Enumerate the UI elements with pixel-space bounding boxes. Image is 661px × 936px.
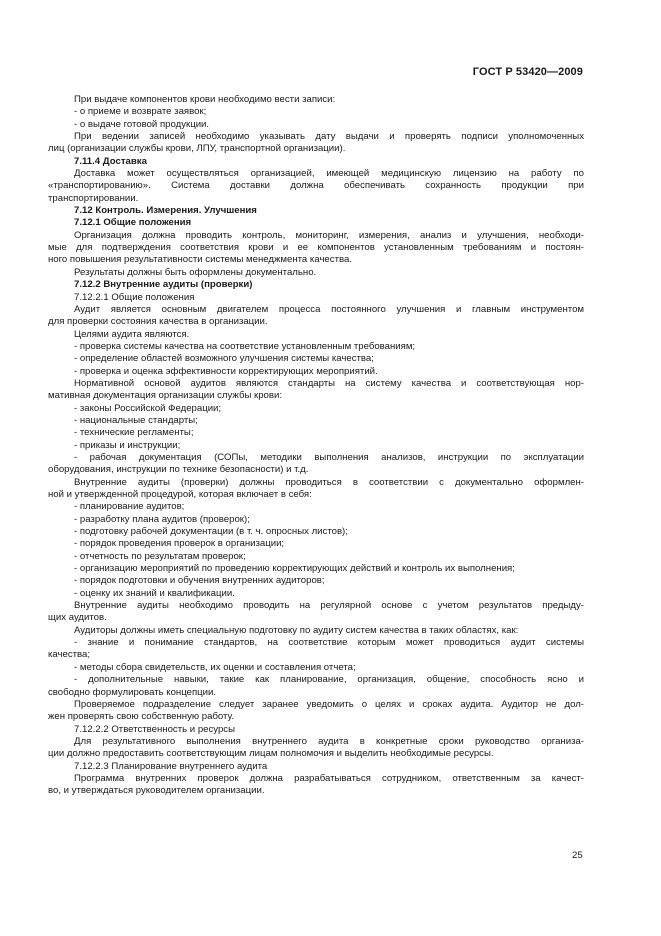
page-number: 25 bbox=[572, 850, 583, 861]
text-line: ции должно предоставить соответствующим лицам полномочия и выделить необходимые ресурсы. bbox=[48, 748, 494, 760]
document-standard-header: ГОСТ Р 53420—2009 bbox=[472, 66, 583, 78]
text-line: Доставка может осуществляться организацией, имеющей медицинскую лицензию на работу по bbox=[74, 168, 584, 180]
text-line: - о приеме и возврате заявок; bbox=[74, 106, 207, 118]
text-line: - законы Российской Федерации; bbox=[74, 402, 222, 414]
text-line: - отчетность по результатам проверок; bbox=[74, 550, 246, 562]
text-line: - проверка и оценка эффективности корректирующих мероприятий. bbox=[74, 365, 378, 377]
text-line: жен проверять свою собственную работу. bbox=[48, 711, 235, 723]
section-heading: 7.12.2 Внутренние аудиты (проверки) bbox=[74, 279, 253, 291]
text-line: оборудования, инструкции по технике безопасности) и т.д. bbox=[48, 464, 309, 476]
text-line: Нормативной основой аудитов являются стандарты на систему качества и соответствующая нор- bbox=[74, 377, 584, 389]
text-line: - рабочая документация (СОПы, методики выполнения анализов, инструкции по эксплуатации bbox=[74, 451, 584, 463]
text-line: - о выдаче готовой продукции. bbox=[74, 118, 210, 130]
text-line: транспортировании. bbox=[48, 192, 139, 204]
text-line: мативная документация организации службы крови: bbox=[48, 390, 282, 402]
section-heading: 7.12.1 Общие положения bbox=[74, 217, 192, 229]
text-line: Проверяемое подразделение следует заранее уведомить о целях и сроках аудита. Аудитор не дол- bbox=[74, 698, 584, 710]
text-line: Внутренние аудиты (проверки) должны проводиться в соответствии с документально оформлен- bbox=[74, 476, 584, 488]
text-line: для проверки состояния качества в организации. bbox=[48, 316, 268, 328]
text-line: во, и утверждаться руководителем организации. bbox=[48, 785, 265, 797]
text-line: - методы сбора свидетельств, их оценки и составления отчета; bbox=[74, 661, 356, 673]
text-line: ного повышения результативности системы менеджмента качества. bbox=[48, 254, 352, 266]
text-line: лиц (организации службы крови, ЛПУ, транспортной организации). bbox=[48, 143, 346, 155]
text-line: Результаты должны быть оформлены документально. bbox=[74, 266, 317, 278]
text-line: - определение областей возможного улучшения системы качества; bbox=[74, 353, 374, 365]
text-line: - дополнительные навыки, такие как планирование, организация, общение, способность ясно и bbox=[74, 674, 584, 686]
text-line: 7.12.2.1 Общие положения bbox=[74, 291, 195, 303]
text-line: - организацию мероприятий по проведению корректирующих действий и контроль их выполнения; bbox=[74, 563, 515, 575]
text-line: Целями аудита являются. bbox=[74, 328, 190, 340]
text-line: 7.12.2.2 Ответственность и ресурсы bbox=[74, 723, 235, 735]
text-line: При выдаче компонентов крови необходимо вести записи: bbox=[74, 94, 336, 105]
text-line: Внутренние аудиты необходимо проводить на регулярной основе с учетом результатов предыду- bbox=[74, 600, 584, 612]
text-line: свободно формулировать концепции. bbox=[48, 686, 217, 698]
text-line: - подготовку рабочей документации (в т. ч. опросных листов); bbox=[74, 526, 348, 538]
section-heading: 7.11.4 Доставка bbox=[74, 155, 147, 167]
text-line: - планирование аудитов; bbox=[74, 501, 185, 513]
text-line: - разработку плана аудитов (проверок); bbox=[74, 513, 250, 525]
text-line: - знание и понимание стандартов, на соответствие которым может проводиться аудит системы bbox=[74, 637, 584, 649]
text-line: - порядок проведения проверок в организации; bbox=[74, 538, 285, 550]
text-line: При ведении записей необходимо указывать дату выдачи и проверять подписи уполномоченных bbox=[74, 131, 584, 143]
text-line: Аудит является основным двигателем процесса постоянного улучшения и главным инструментом bbox=[74, 303, 584, 315]
text-line: - оценку их знаний и квалификации. bbox=[74, 587, 235, 599]
text-line: щих аудитов. bbox=[48, 612, 107, 624]
text-line: качества; bbox=[48, 649, 91, 661]
text-line: - технические регламенты; bbox=[74, 427, 194, 439]
text-line: - приказы и инструкции; bbox=[74, 439, 181, 451]
section-heading: 7.12 Контроль. Измерения. Улучшения bbox=[74, 205, 257, 217]
text-line: Программа внутренних проверок должна разрабатываться сотрудником, ответственным за качест- bbox=[74, 772, 584, 784]
text-line: - порядок подготовки и обучения внутренних аудиторов; bbox=[74, 575, 325, 587]
text-line: Организация должна проводить контроль, мониторинг, измерения, анализ и улучшения, необходи- bbox=[74, 229, 584, 241]
text-line: мые для подтверждения соответствия крови и ее компонентов установленным требованиям и постоян- bbox=[48, 242, 584, 254]
text-line: Аудиторы должны иметь специальную подготовку по аудиту систем качества в таких областях, как: bbox=[74, 624, 519, 636]
text-line: - национальные стандарты; bbox=[74, 414, 198, 426]
text-line: 7.12.2.3 Планирование внутреннего аудита bbox=[74, 760, 268, 772]
document-body bbox=[48, 94, 584, 798]
text-line: ной и утвержденной процедурой, которая включает в себя: bbox=[48, 489, 312, 500]
text-line: - проверка системы качества на соответствие установленным требованиям; bbox=[74, 340, 416, 352]
text-line: «транспортированию». Система доставки должна обеспечивать сохранность продукции при bbox=[48, 180, 584, 192]
text-line: Для результативного выполнения внутреннего аудита в конкретные сроки руководство организа- bbox=[74, 735, 584, 747]
